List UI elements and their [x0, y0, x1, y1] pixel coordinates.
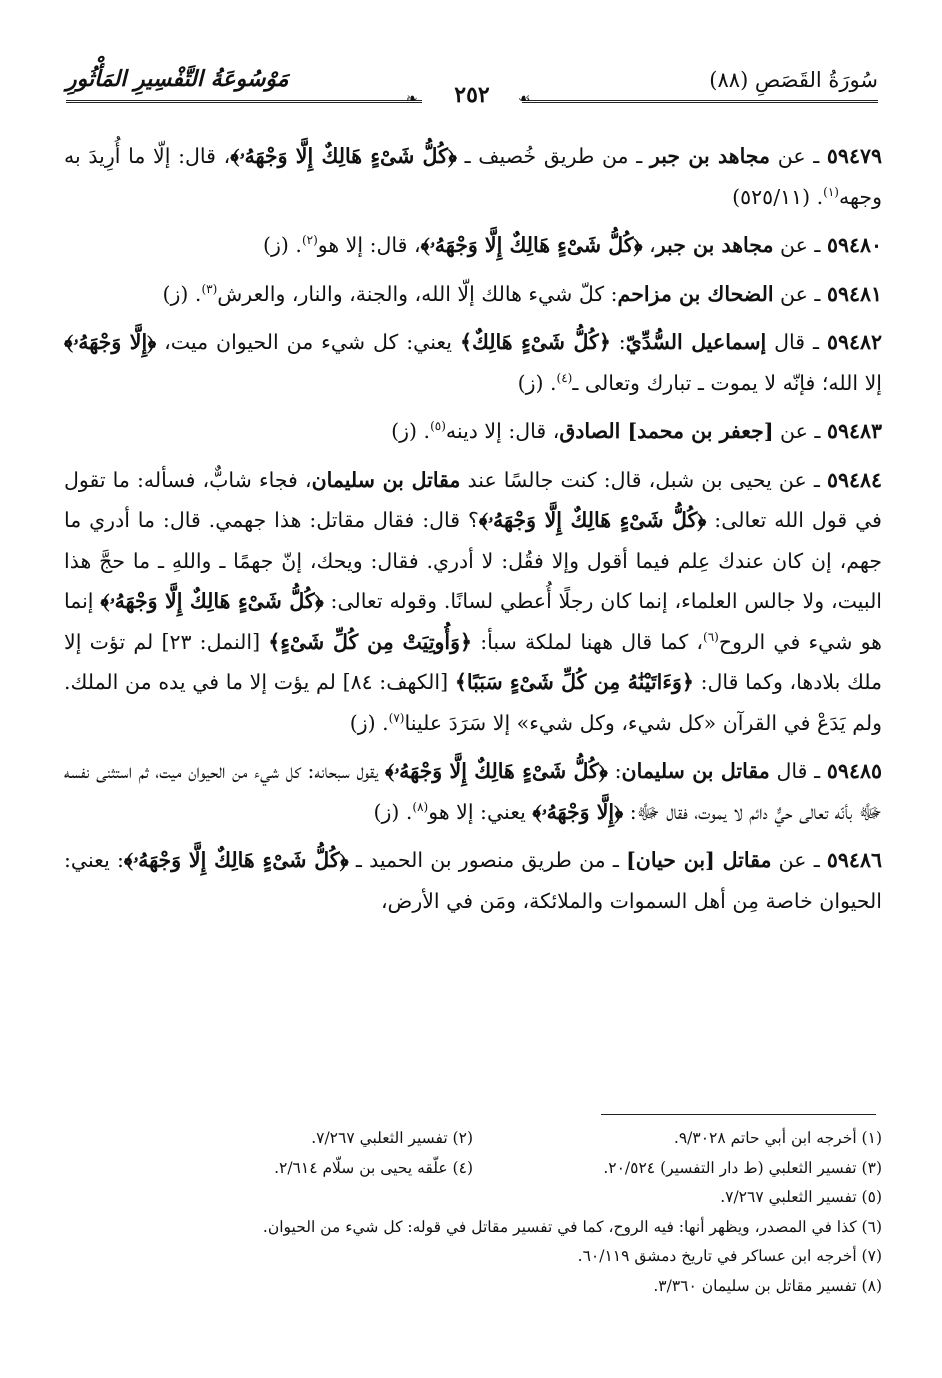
- narrator-name: مجاهد بن جبر: [649, 144, 771, 168]
- entry-text: ـ عن: [771, 848, 827, 872]
- quran-quote: ﴿كُلُّ شَىْءٍ هَالِكٌ إِلَّا وَجْهَهُۥ﴾: [384, 759, 608, 783]
- footnote-ref: (٧): [388, 710, 405, 725]
- page-number: ٢٥٢: [422, 82, 522, 108]
- footnote-7: (٧) أخرجه ابن عساكر في تاريخ دمشق ٦٠/١١٩.: [577, 1247, 882, 1265]
- entry-text: إلا الله؛ فإنّه لا يموت ـ تبارك وتعالى ـ: [572, 370, 882, 395]
- footnote-3: (٣) تفسير الثعلبي (ط دار التفسير) ٢٠/٥٢٤.: [603, 1158, 882, 1177]
- entry-text: . (ز): [373, 799, 413, 824]
- entry-number: ٥٩٤٨٠: [826, 233, 882, 257]
- footnote-ref: (٢): [301, 233, 318, 248]
- entry-text: ـ عن: [770, 144, 827, 168]
- footnotes: [64, 1124, 882, 1301]
- entry-text: ـ قال: [766, 330, 827, 354]
- entry-text: إنما هو شيء في الروح: [64, 589, 882, 654]
- quran-quote: ﴿كُلُّ شَىْءٍ هَالِكٌ﴾: [459, 330, 611, 354]
- entry-text: : يعني: الحيوان خاصة مِن أهل السموات والملائكة، ومَن في الأرض،: [64, 848, 882, 913]
- footnote-2: (٢) تفسير الثعلبي ٧/٢٦٧.: [311, 1129, 473, 1147]
- footnote-ref: (٤): [556, 370, 573, 385]
- narrator-name: [جعفر بن محمد] الصادق: [559, 419, 774, 443]
- entry-59479: [64, 136, 882, 217]
- footnote-6: (٦) كذا في المصدر، ويظهر أنها: فيه الروح، كما في تفسير مقاتل في قوله: كل شيء من الحيوان.: [262, 1217, 882, 1236]
- quran-quote: ﴿وَأُوتِيَتْ مِن كُلِّ شَىْءٍ﴾: [268, 629, 473, 654]
- entry-59482: [64, 322, 882, 403]
- entry-text: ،: [642, 233, 656, 257]
- entry-text: ـ عن: [773, 281, 827, 306]
- entry-number: ٥٩٤٨١: [826, 281, 882, 306]
- entry-59484: [64, 460, 882, 744]
- ornament-icon: ☙: [518, 91, 531, 107]
- entry-number: ٥٩٤٨٤: [826, 467, 882, 492]
- entry-text: :: [607, 759, 622, 783]
- entry-text: [الكهف: ٨٤] لم يؤت إلا ما في يده من الملك. ولم يَدَعْ في القرآن «كل شيء، وكل شيء» إلا سَرَدَ علينا: [64, 670, 882, 735]
- entry-text: [النمل: ٢٣] لم تؤت إلا ملك بلادها، وكما قال:: [64, 629, 883, 694]
- entry-text: يقول سبحانه: كل شيء من الحيوان ميت، ثم استثنى نفسه ﷻ بأنّه تعالى حيٌّ دائم لا يموت، فقال ﷻ:: [64, 759, 882, 824]
- entry-text: ، قال: إلا هو: [317, 233, 421, 257]
- footnote-ref: (٦): [703, 629, 719, 644]
- entry-text: ، قال: إلا دينه: [445, 419, 560, 443]
- entry-59481: [64, 274, 882, 315]
- entry-number: ٥٩٤٨٥: [826, 759, 882, 783]
- entry-text: . (ز): [517, 370, 557, 395]
- book-title: مَوْسُوعَةُ التَّفْسِيرِ المَأْثُورِ: [66, 66, 289, 92]
- entry-number: ٥٩٤٨٦: [826, 848, 882, 872]
- quran-quote: ﴿كُلُّ شَىْءٍ هَالِكٌ إِلَّا وَجْهَهُۥ﴾: [230, 144, 457, 168]
- entry-text: : كلّ شيء هالك إلّا الله، والجنة، والنار، والعرش: [217, 281, 618, 306]
- entry-text: ، قال: إلّا ما أُرِيدَ به وجهه: [64, 144, 882, 209]
- footnote-ref: (٨): [412, 799, 429, 814]
- entry-59485: [64, 751, 882, 832]
- entry-59486: [64, 840, 882, 921]
- footnote-ref: (١): [823, 184, 839, 199]
- entry-text: ـ عن: [773, 233, 827, 257]
- narrator-name: مقاتل بن سليمان: [311, 467, 461, 492]
- entry-text: ـ عن يحيى بن شبل، قال: كنت جالسًا عند: [460, 467, 827, 492]
- quran-quote: ﴿كُلُّ شَىْءٍ هَالِكٌ إِلَّا وَجْهَهُۥ﴾: [420, 233, 643, 257]
- ornament-icon: ❧: [406, 91, 418, 107]
- page-header: [66, 62, 878, 106]
- footnote-row: [64, 1124, 882, 1154]
- quran-quote: ﴿إِلَّا وَجْهَهُۥ﴾: [532, 799, 624, 824]
- entry-text: . (٥٢٥/١١): [732, 184, 824, 209]
- footnote-8: (٨) تفسير مقاتل بن سليمان ٣/٣٦٠.: [653, 1276, 882, 1295]
- quran-quote: ﴿وَءَاتَيْنَٰهُ مِن كُلِّ شَىْءٍ سَبَبًا﴾: [454, 670, 694, 694]
- entry-text: يعني: إلا هو: [428, 799, 533, 824]
- entry-text: ، فجاء شابٌّ، فسأله: ما تقول في قول الله تعالى:: [64, 467, 882, 532]
- entry-number: ٥٩٤٨٢: [826, 330, 883, 354]
- footnote-row: [64, 1154, 882, 1184]
- entry-number: ٥٩٤٨٣: [826, 419, 882, 443]
- narrator-name: الضحاك بن مزاحم: [617, 281, 774, 306]
- surah-title: سُورَةُ القَصَصِ (٨٨): [709, 68, 878, 92]
- entry-text: . (ز): [263, 233, 302, 257]
- entry-text: ـ من طريق خُصيف ـ: [456, 144, 650, 168]
- entry-59483: [64, 411, 882, 452]
- entry-text: ؟ قال: فقال مقاتل: هذا جهمي. قال: ما أدري ما جهم، إن كان عندك عِلم فيما أقول وإلا فقُل: لا أدري. فقال: ويحك، إنّ جهمًا ـ واللهِ ـ ما حجَّ هذا البيت، ولا جالس العلماء، إنما كان رجلًا أُعطي لسانًا. وقوله تعالى:: [64, 508, 883, 613]
- footnote-separator: [601, 1114, 876, 1115]
- footnote-ref: (٥): [430, 419, 446, 434]
- narrator-name: مجاهد بن جبر: [655, 233, 774, 257]
- entry-59480: [64, 225, 882, 266]
- entry-text: ، كما قال ههنا لملكة سبأ:: [472, 629, 704, 654]
- entry-text: :: [610, 330, 626, 354]
- footnote-4: (٤) علّقه يحيى بن سلّام ٢/٦١٤.: [274, 1158, 473, 1177]
- entry-text: ـ قال: [769, 759, 827, 783]
- main-text: [64, 136, 882, 929]
- entry-text: يعني: كل شيء من الحيوان ميت،: [156, 330, 460, 354]
- narrator-name: إسماعيل السُّدِّيّ: [625, 330, 767, 354]
- narrator-name: مقاتل [بن حيان]: [626, 848, 772, 872]
- entry-text: . (ز): [391, 419, 431, 443]
- entry-text: ـ من طريق منصور بن الحميد ـ: [348, 848, 627, 872]
- entry-text: . (ز): [162, 281, 202, 306]
- footnote-1: (١) أخرجه ابن أبي حاتم ٩/٣٠٢٨.: [673, 1129, 882, 1147]
- quran-quote: ﴿كُلُّ شَىْءٍ هَالِكٌ إِلَّا وَجْهَهُۥ﴾: [100, 589, 324, 613]
- quran-quote: ﴿كُلُّ شَىْءٍ هَالِكٌ إِلَّا وَجْهَهُۥ﴾: [478, 508, 707, 532]
- footnote-ref: (٣): [201, 281, 218, 296]
- narrator-name: مقاتل بن سليمان: [621, 759, 770, 783]
- quran-quote: ﴿كُلُّ شَىْءٍ هَالِكٌ إِلَّا وَجْهَهُۥ﴾: [123, 848, 349, 872]
- footnote-5: (٥) تفسير الثعلبي ٧/٢٦٧.: [720, 1188, 882, 1206]
- entry-text: ـ عن: [773, 419, 827, 443]
- entry-text: . (ز): [349, 710, 389, 735]
- entry-number: ٥٩٤٧٩: [826, 144, 882, 168]
- quran-quote: ﴿إِلَّا وَجْهَهُۥ﴾: [64, 330, 157, 354]
